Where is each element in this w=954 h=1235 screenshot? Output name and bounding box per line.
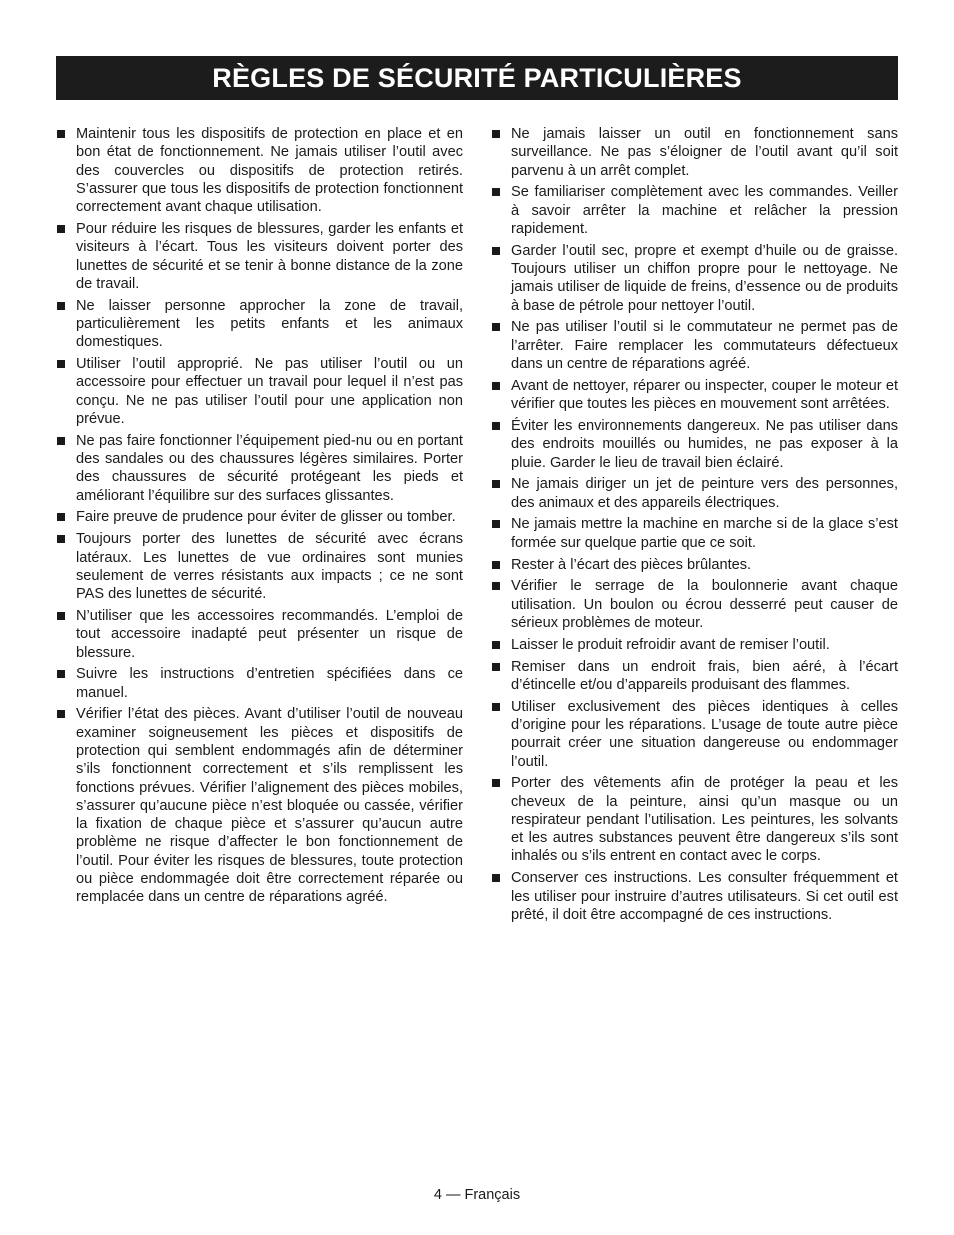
list-item: Ne jamais mettre la machine en marche si de la glace s’est formée sur quelque partie que ce soit. [491,515,898,552]
list-item: Remiser dans un endroit frais, bien aéré, à l’écart d’étincelle et/ou d’appareils produisant des flammes. [491,658,898,695]
square-bullet-icon [492,323,500,331]
list-item: Se familiariser complètement avec les commandes. Veiller à savoir arrêter la machine et relâcher la pression rapidement. [491,183,898,238]
square-bullet-icon [57,225,65,233]
square-bullet-icon [57,130,65,138]
left-column-list [56,125,463,910]
page-footer: 4 — Français [433,1187,521,1203]
list-item: Utiliser exclusivement des pièces identiques à celles d’origine pour les réparations. L’usage de toute autre pièce pourrait créer une situation dangereuse ou endommager l’outil. [491,698,898,771]
list-item: Ne pas utiliser l’outil si le commutateur ne permet pas de l’arrêter. Faire remplacer les commutateurs défectueux dans un centre de réparations agréé. [491,318,898,373]
square-bullet-icon [57,612,65,620]
square-bullet-icon [492,874,500,882]
square-bullet-icon [57,513,65,521]
square-bullet-icon [492,779,500,787]
list-item: Rester à l’écart des pièces brûlantes. [491,556,898,574]
list-item: Vérifier l’état des pièces. Avant d’utiliser l’outil de nouveau examiner soigneusement les pièces et dispositifs de protection qui semblent endommagés afin de déterminer s’ils fonctionnent correctement et s’ils remplissent les fonctions prévues. Vérifier l’alignement des pièces mobiles, s’assurer qu’aucune pièce n’est bloquée ou cassée, vérifier la fixation de chaque pièce et s’assurer qu’aucun autre problème ne risque d’affecter le bon fonctionnement de l’outil. Pour éviter les risques de blessures, toute protection ou pièce endommagée doit être correctement réparée ou remplacée dans un centre de réparations agréé. [56,705,463,906]
square-bullet-icon [57,360,65,368]
list-item: Maintenir tous les dispositifs de protection en place et en bon état de fonctionnement. Ne jamais utiliser l’outil avec des couvercles ou dispositifs de protection retirés. S’assurer que tous les dispositifs de protection fonctionnent correctement avant chaque utilisation. [56,125,463,216]
square-bullet-icon [492,188,500,196]
list-item: Laisser le produit refroidir avant de remiser l’outil. [491,636,898,654]
square-bullet-icon [492,480,500,488]
list-item: Ne pas faire fonctionner l’équipement pied-nu ou en portant des sandales ou des chaussures légères similaires. Porter des chaussures de sécurité protégeant les pieds et améliorant l’équilibre sur des surfaces glissantes. [56,432,463,505]
square-bullet-icon [492,703,500,711]
square-bullet-icon [492,663,500,671]
square-bullet-icon [57,302,65,310]
list-item: Vérifier le serrage de la boulonnerie avant chaque utilisation. Un boulon ou écrou desserré peut causer de sérieux problèmes de moteur. [491,577,898,632]
square-bullet-icon [492,247,500,255]
section-title: RÈGLES DE SÉCURITÉ PARTICULIÈRES [212,62,742,93]
list-item: Éviter les environnements dangereux. Ne pas utiliser dans des endroits mouillés ou humides, ne pas exposer à la pluie. Garder le lieu de travail bien éclairé. [491,417,898,472]
square-bullet-icon [492,561,500,569]
square-bullet-icon [492,382,500,390]
square-bullet-icon [492,641,500,649]
list-item: Ne jamais diriger un jet de peinture vers des personnes, des animaux et des appareils électriques. [491,475,898,512]
section-title-bar [56,56,898,100]
square-bullet-icon [492,582,500,590]
square-bullet-icon [492,130,500,138]
list-item: Conserver ces instructions. Les consulter fréquemment et les utiliser pour instruire d’autres utilisateurs. Si cet outil est prêté, il doit être accompagné de ces instructions. [491,869,898,924]
square-bullet-icon [57,437,65,445]
list-item: Toujours porter des lunettes de sécurité avec écrans latéraux. Les lunettes de vue ordinaires sont munies seulement de verres résistants aux impacts ; ce ne sont PAS des lunettes de sécurité. [56,530,463,603]
square-bullet-icon [492,422,500,430]
list-item: Faire preuve de prudence pour éviter de glisser ou tomber. [56,508,463,526]
square-bullet-icon [57,670,65,678]
right-column-list [491,125,898,928]
list-item: N’utiliser que les accessoires recommandés. L’emploi de tout accessoire inadapté peut présenter un risque de blessure. [56,607,463,662]
list-item: Suivre les instructions d’entretien spécifiées dans ce manuel. [56,665,463,702]
list-item: Garder l’outil sec, propre et exempt d’huile ou de graisse. Toujours utiliser un chiffon propre pour le nettoyage. Ne jamais utiliser de liquide de freins, d’essence ou de produits à base de pétrole pour nettoyer l’outil. [491,242,898,315]
square-bullet-icon [57,535,65,543]
square-bullet-icon [57,710,65,718]
list-item: Porter des vêtements afin de protéger la peau et les cheveux de la peinture, ainsi qu’un masque ou un respirateur pendant l’utilisation. Les peintures, les solvants et les autres substances peuvent être dangereux s’ils sont inhalés ou s’ils entrent en contact avec le corps. [491,774,898,865]
list-item: Ne jamais laisser un outil en fonctionnement sans surveillance. Ne pas s’éloigner de l’outil avant qu’il soit parvenu à un arrêt complet. [491,125,898,180]
square-bullet-icon [492,520,500,528]
list-item: Ne laisser personne approcher la zone de travail, particulièrement les petits enfants et les animaux domestiques. [56,297,463,352]
list-item: Avant de nettoyer, réparer ou inspecter, couper le moteur et vérifier que toutes les pièces en mouvement sont arrêtées. [491,377,898,414]
list-item: Pour réduire les risques de blessures, garder les enfants et visiteurs à l’écart. Tous les visiteurs doivent porter des lunettes de sécurité et se tenir à bonne distance de la zone de travail. [56,220,463,293]
list-item: Utiliser l’outil approprié. Ne pas utiliser l’outil ou un accessoire pour effectuer un travail pour lequel il n’est pas conçu. Ne ne pas utiliser l’outil pour une application non prévue. [56,355,463,428]
